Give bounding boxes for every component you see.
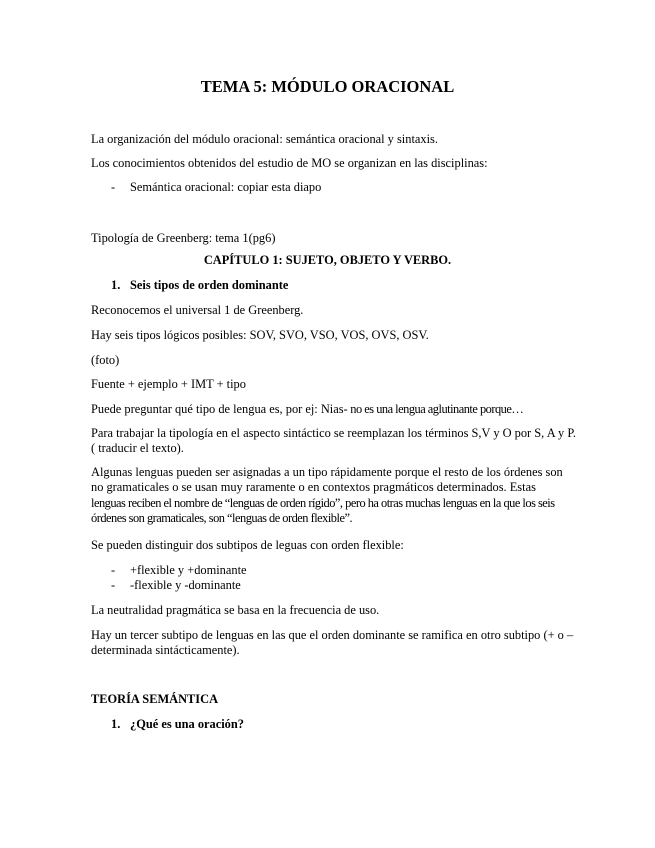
- section-1-number: 1.: [111, 278, 121, 292]
- paragraph-nias: [91, 402, 571, 417]
- intro-line-1: La organización del módulo oracional: semántica oracional y sintaxis.: [91, 132, 438, 146]
- paragraph-nias-part-2: no es una lengua aglutinante porque…: [347, 402, 524, 416]
- paragraph-universal: Reconocemos el universal 1 de Greenberg.: [91, 303, 304, 317]
- bullet-marker: -: [111, 563, 116, 577]
- paragraph-fuente: Fuente + ejemplo + IMT + tipo: [91, 377, 246, 391]
- bullet-item-semantica: Semántica oracional: copiar esta diapo: [130, 180, 322, 194]
- section-2-heading: ¿Qué es una oración?: [130, 717, 244, 731]
- paragraph-nias-part-1: Puede preguntar qué tipo de lengua es, por ej: Nias-: [91, 402, 348, 416]
- sub-item-flexible-dominante: +flexible y +dominante: [130, 563, 247, 577]
- bullet-marker: -: [111, 180, 116, 194]
- paragraph-foto: (foto): [91, 353, 120, 367]
- sub-item-no-flexible: -flexible y -dominante: [130, 578, 241, 592]
- paragraph-neutralidad: La neutralidad pragmática se basa en la frecuencia de uso.: [91, 603, 380, 617]
- section-2-number: 1.: [111, 717, 121, 731]
- paragraph-tercer-subtipo: Hay un tercer subtipo de lenguas en las que el orden dominante se ramifica en otro subtipo (+ o – determinada sintácticamente).: [91, 628, 574, 657]
- greenberg-reference: Tipología de Greenberg: tema 1(pg6): [91, 231, 276, 245]
- chapter-title: CAPÍTULO 1: SUJETO, OBJETO Y VERBO.: [203, 253, 452, 267]
- bullet-marker: -: [111, 578, 116, 592]
- section-1-heading: Seis tipos de orden dominante: [130, 278, 289, 292]
- paragraph-tipologia: Para trabajar la tipología en el aspecto sintáctico se reemplazan los términos S,V y O por S, A y P. ( traducir el texto).: [91, 426, 576, 455]
- paragraph-lenguas-part-2: lenguas reciben el nombre de “lenguas de orden rígido”, pero ha otras muchas lenguas en la que los seis órdenes son gramaticales, son “lenguas de orden flexible”.: [91, 496, 555, 525]
- page-title: TEMA 5: MÓDULO ORACIONAL: [200, 77, 455, 96]
- paragraph-subtipos: Se pueden distinguir dos subtipos de leguas con orden flexible:: [91, 538, 404, 552]
- theory-heading: TEORÍA SEMÁNTICA: [91, 692, 219, 706]
- intro-line-2: Los conocimientos obtenidos del estudio de MO se organizan en las disciplinas:: [91, 156, 488, 170]
- paragraph-six-types: Hay seis tipos lógicos posibles: SOV, SVO, VSO, VOS, OVS, OSV.: [91, 328, 429, 342]
- paragraph-lenguas-part-1: Algunas lenguas pueden ser asignadas a un tipo rápidamente porque el resto de los órdenes son no gramaticales o se usan muy raramente o en contextos pragmáticos determinados. Estas: [91, 465, 563, 494]
